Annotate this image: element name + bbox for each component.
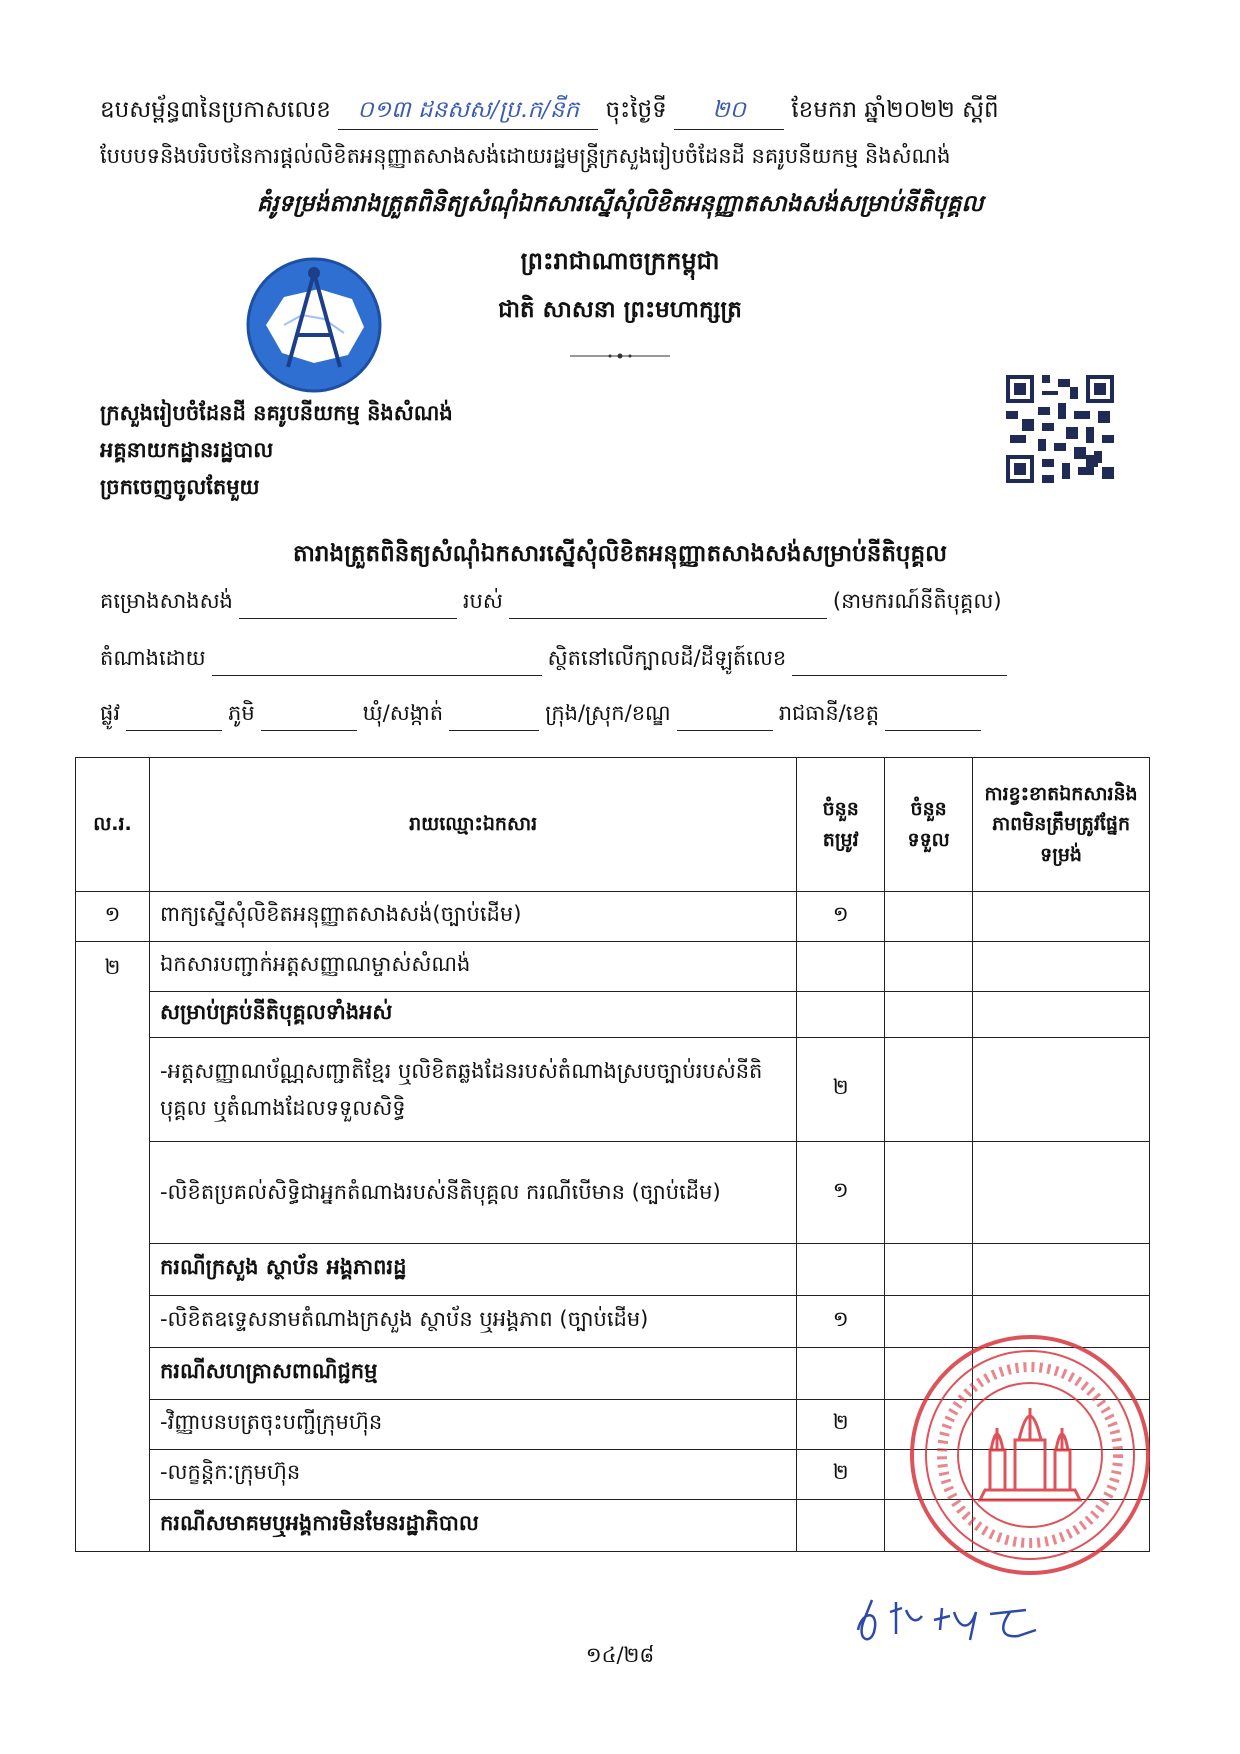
project-field[interactable] — [239, 598, 457, 619]
row-received-cell[interactable] — [885, 1038, 973, 1142]
row-required-qty — [797, 1500, 885, 1552]
ministry-name: ក្រសួងរៀបចំដែនដី នគរូបនីយកម្ម និងសំណង់ — [100, 401, 453, 425]
row-required-qty: ២ — [797, 1400, 885, 1450]
row-section-heading: សម្រាប់គ្រប់នីតិបុគ្គលទាំងអស់ — [149, 992, 796, 1038]
street-field[interactable] — [126, 710, 222, 731]
representative-label: តំណាងដោយ — [100, 646, 206, 670]
annex-line — [100, 96, 1180, 130]
kingdom-heading: ព្រះរាជាណាចក្រកម្ពុជា — [520, 247, 720, 275]
commune-label: ឃុំ/សង្កាត់ — [362, 701, 444, 725]
row-received-cell[interactable] — [885, 992, 973, 1038]
district-field[interactable] — [677, 710, 773, 731]
entity-note: (នាមករណ៍នីតិបុគ្គល) — [832, 589, 1002, 613]
row-document: -វិញ្ញាបនបត្រចុះបញ្ជីក្រុមហ៊ុន — [149, 1400, 796, 1450]
row-received-cell[interactable] — [885, 942, 973, 992]
annex-subject: បែបបទនិងបរិបថនៃការផ្តល់លិខិតអនុញ្ញាតសាងសង់ដោយរដ្ឋមន្ត្រីក្រសួងរៀបចំដែនដី នគរូបនីយកម្ម និងសំណង់ — [100, 144, 951, 168]
form-row-representative — [100, 645, 1120, 676]
row-required-qty: ១ — [797, 892, 885, 942]
annex-suffix: ខែមករា ឆ្នាំ២០២២ ស្តីពី — [791, 97, 999, 123]
row-section-heading: ករណីក្រសួង ស្ថាប័ន អង្គភាពរដ្ឋ — [149, 1244, 796, 1296]
template-title: គំរូទម្រង់តារាងត្រួតពិនិត្យសំណុំឯកសារស្នើសុំលិខិតអនុញ្ញាតសាងសង់សម្រាប់នីតិបុគ្គល — [256, 191, 984, 217]
row-notes-cell[interactable] — [973, 992, 1150, 1038]
village-field[interactable] — [261, 710, 357, 731]
date-day: ២០ — [674, 96, 784, 130]
row-number: ១ — [76, 892, 150, 942]
row-document: -លិខិតឧទ្ទេសនាមតំណាងក្រសួង ស្ថាប័ន ឬអង្គភាព (ច្បាប់ដើម) — [149, 1296, 796, 1348]
plot-field[interactable] — [792, 655, 1007, 676]
decree-number: ០១៣ ដនសស/ប្រ.ក/នីក — [338, 96, 598, 130]
row-document: ពាក្យស្នើសុំលិខិតអនុញ្ញាតសាងសង់(ច្បាប់ដើម) — [149, 892, 796, 942]
row-section-heading: ករណីសមាគមឬអង្គការមិនមែនរដ្ឋាភិបាល — [149, 1500, 796, 1552]
ministry-logo-icon — [244, 255, 384, 395]
table-row — [76, 992, 1150, 1038]
form-row-address — [100, 700, 1120, 731]
representative-field[interactable] — [212, 655, 542, 676]
national-motto: ជាតិ សាសនា ព្រះមហាក្សត្រ — [498, 297, 742, 323]
table-row — [76, 1142, 1150, 1244]
header-document-name: រាយឈ្មោះឯកសារ — [149, 758, 796, 892]
annex-prefix: ឧបសម្ព័ន្ធ៣នៃប្រកាសលេខ — [100, 97, 331, 123]
official-stamp-icon — [905, 1330, 1155, 1580]
row-required-qty: ២ — [797, 1038, 885, 1142]
row-required-qty: ១ — [797, 1142, 885, 1244]
row-notes-cell[interactable] — [973, 1038, 1150, 1142]
department-name: អគ្គនាយកដ្ឋានរដ្ឋបាល — [100, 438, 274, 462]
table-row — [76, 1038, 1150, 1142]
table-row — [76, 892, 1150, 942]
project-label: គម្រោងសាងសង់ — [100, 589, 233, 613]
row-document: -លក្ខន្តិកៈក្រុមហ៊ុន — [149, 1450, 796, 1500]
village-label: ភូមិ — [228, 701, 255, 725]
table-header-row — [76, 758, 1150, 892]
row-required-qty — [797, 942, 885, 992]
header-no: ល.រ. — [76, 758, 150, 892]
row-notes-cell[interactable] — [973, 1244, 1150, 1296]
row-document: -អត្តសញ្ញាណប័ណ្ណសញ្ជាតិខ្មែរ ឬលិខិតឆ្លងដែនរបស់តំណាងស្របច្បាប់របស់នីតិបុគ្គល ឬតំណាងដែលទទួលសិទ្ធិ — [149, 1038, 796, 1142]
commune-field[interactable] — [449, 710, 539, 731]
province-label: រាជធានី/ខេត្ត — [778, 701, 880, 725]
street-label: ផ្លូវ — [100, 701, 120, 725]
row-section-heading: ករណីសហគ្រាសពាណិជ្ជកម្ម — [149, 1348, 796, 1400]
row-notes-cell[interactable] — [973, 892, 1150, 942]
ornament-divider-icon — [570, 350, 670, 362]
district-label: ក្រុង/ស្រុក/ខណ្ឌ — [545, 701, 671, 725]
row-required-qty: ២ — [797, 1450, 885, 1500]
row-number: ២ — [76, 942, 150, 1552]
header-received-qty: ចំនួនទទួល — [885, 758, 973, 892]
date-label: ចុះថ្ងៃទី — [605, 97, 667, 123]
table-row — [76, 942, 1150, 992]
row-received-cell[interactable] — [885, 1142, 973, 1244]
owner-label: របស់ — [462, 589, 503, 613]
province-field[interactable] — [885, 710, 981, 731]
row-received-cell[interactable] — [885, 1244, 973, 1296]
row-required-qty: ១ — [797, 1296, 885, 1348]
row-notes-cell[interactable] — [973, 942, 1150, 992]
page-number: ១៤/២៨ — [585, 1643, 655, 1667]
header-missing-notes: ការខ្វះខាតឯកសារនិងភាពមិនត្រឹមត្រូវផ្នែកទម្រង់ — [973, 758, 1150, 892]
row-required-qty — [797, 1244, 885, 1296]
table-row — [76, 1244, 1150, 1296]
row-document: -លិខិតប្រគល់សិទ្ធិជាអ្នកតំណាងរបស់នីតិបុគ្គល ករណីបើមាន (ច្បាប់ដើម) — [149, 1142, 796, 1244]
row-required-qty — [797, 1348, 885, 1400]
signature-icon — [850, 1590, 1060, 1650]
row-required-qty — [797, 992, 885, 1038]
row-received-cell[interactable] — [885, 892, 973, 942]
office-name: ច្រកចេញចូលតែមួយ — [100, 475, 260, 499]
form-row-project — [100, 588, 1120, 619]
qr-code-icon — [1006, 375, 1114, 483]
row-document: ឯកសារបញ្ជាក់អត្តសញ្ញាណម្ចាស់សំណង់ — [149, 942, 796, 992]
owner-field[interactable] — [509, 598, 827, 619]
header-required-qty: ចំនួនតម្រូវ — [797, 758, 885, 892]
plot-label: ស្ថិតនៅលើក្បាលដី/ដីឡូត៍លេខ — [547, 646, 787, 670]
row-notes-cell[interactable] — [973, 1142, 1150, 1244]
form-title: តារាងត្រួតពិនិត្យសំណុំឯកសារស្នើសុំលិខិតអនុញ្ញាតសាងសង់សម្រាប់នីតិបុគ្គល — [292, 541, 948, 567]
